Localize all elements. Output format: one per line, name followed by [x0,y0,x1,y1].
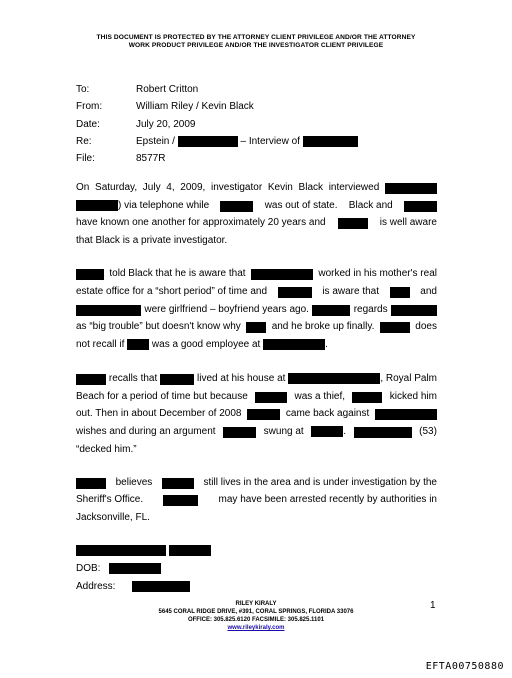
text-run: is aware that [322,286,380,297]
redaction-box [76,200,118,211]
text-run: ) via telephone while [118,200,210,212]
redaction-box [404,201,437,212]
para3-line-3 [76,408,437,420]
text-run: may have been arrested recently by authorities in [218,494,437,505]
from-label: From: [76,101,103,112]
word: On [76,182,90,193]
page-number: 1 [430,600,436,611]
footer-phones: OFFICE: 305.825.6120 FACSIMILE: 305.825.1101 [187,617,325,623]
redaction-box [220,201,253,212]
text-run: was a good employee at [151,339,261,351]
text-run: was out of state. [264,200,338,212]
redaction-box [76,545,166,556]
text-run: Sheriff's Office. [76,494,144,505]
word: interviewed [328,182,380,193]
text-run: kicked him [389,391,437,402]
para2-line-1 [76,268,437,280]
subject-name-redacted [76,545,211,557]
redaction-box [109,563,161,574]
para1-line-2 [76,200,437,212]
footer-website-link[interactable]: www.rileykiraly.com [227,625,285,631]
text-run: told Black that he is aware that [109,268,246,279]
text-run: Black and [348,200,393,212]
redaction-box [263,339,325,350]
text-run: regards [353,304,388,315]
para3-line-5: “decked him.” [76,444,137,455]
redaction-box [223,427,256,438]
privilege-header-line-2: WORK PRODUCT PRIVILEGE AND/OR THE INVESTIGATOR CLIENT PRIVILEGE [128,42,384,49]
para2-line-2 [76,286,437,298]
text-run: , Royal Palm [380,373,437,385]
text-run: is well aware [379,217,437,228]
text-run: wishes and during an argument [76,426,216,438]
redaction-box [76,269,104,280]
date-value: July 20, 2009 [136,119,196,130]
para1-line-3 [76,217,437,229]
redaction-box [288,373,380,384]
address-line [76,581,190,593]
to-value: Robert Critton [136,84,199,95]
para3-line-1 [76,373,437,385]
redaction-box [251,269,313,280]
word: Kevin [267,182,293,193]
redaction-box [160,374,194,385]
redaction-box [354,427,412,438]
text-run: believes [115,477,153,488]
redaction-box [311,426,343,437]
text-run: worked in his mother's real [318,268,437,279]
text-run: does [415,321,437,332]
to-label: To: [76,84,90,95]
footer-website-row [0,624,512,632]
text-run: was a thief, [294,391,346,402]
address-label: Address: [76,581,116,593]
text-run: . [325,339,328,351]
redaction-box [246,322,266,333]
redaction-box [312,305,350,316]
text-run: (53) [419,426,437,438]
text-run: swung at [263,426,304,438]
para2-line-4 [76,321,437,333]
redaction-box [352,392,382,403]
text-run: as “big trouble” but doesn't know why [76,321,241,332]
dob-line [76,563,161,575]
redaction-box [278,287,312,298]
privilege-header-line-1: THIS DOCUMENT IS PROTECTED BY THE ATTORNEY CLIENT PRIVILEGE AND/OR THE ATTORNEY [96,34,416,41]
para1-line-1 [76,182,437,194]
text-run: . [343,426,347,438]
redaction-box [76,374,106,385]
text-run: and he broke up finally. [271,321,375,332]
text-run: recalls that [108,373,158,385]
text-run: Beach for a period of time but because [76,391,248,402]
re-value [136,136,358,148]
re-part-2: – Interview of [240,136,300,148]
redaction-box [375,409,437,420]
para2-line-3 [76,304,437,316]
re-label: Re: [76,136,92,147]
text-run: were girlfriend – boyfriend years ago. [144,304,309,315]
para2-line-5 [76,339,328,351]
date-label: Date: [76,119,100,130]
word: July [142,182,161,193]
redaction-box [169,545,211,556]
word: Black [298,182,323,193]
redaction-box [247,409,280,420]
redaction-box [255,392,287,403]
redaction-box [163,495,198,506]
file-label: File: [76,153,95,164]
para4-line-1 [76,477,437,489]
word: 4, [166,182,175,193]
bates-number: EFTA00750880 [425,661,504,672]
footer-address: 5645 CORAL RIDGE DRIVE, #391, CORAL SPRINGS, FLORIDA 33076 [158,609,354,615]
redaction-box [391,305,437,316]
redaction-box [162,478,194,489]
redaction-box [303,136,358,147]
word: investigator [211,182,263,193]
text-run: estate office for a “short period” of time and [76,286,268,297]
redaction-box [76,305,141,316]
redaction-box [338,218,368,229]
text-run: lived at his house at [197,373,286,385]
para3-line-2 [76,391,437,403]
text-run: came back against [285,408,370,419]
para4-line-2 [76,494,437,506]
word: 2009, [180,182,206,193]
dob-label: DOB: [76,563,101,575]
text-run: not recall if [76,339,125,351]
footer-company: RILEY KIRALY [235,601,277,607]
redaction-box [132,581,190,592]
para4-line-3: Jacksonville, FL. [76,512,150,523]
redaction-box [385,183,437,194]
redaction-box [380,322,410,333]
text-run: still lives in the area and is under investigation by the [203,477,437,488]
para3-line-4 [76,426,437,438]
text-run: have known one another for approximately 20 years and [76,217,326,228]
para1-line-4: that Black is a private investigator. [76,235,228,246]
redaction-box [76,478,106,489]
redaction-box [178,136,238,147]
file-value: 8577R [136,153,166,164]
from-value: William Riley / Kevin Black [136,101,254,112]
text-run: out. Then in about December of 2008 [76,408,242,419]
redaction-box [390,287,410,298]
redaction-box [127,339,149,350]
word: Saturday, [95,182,138,193]
re-part-1: Epstein / [136,136,175,148]
text-run: and [420,286,437,297]
